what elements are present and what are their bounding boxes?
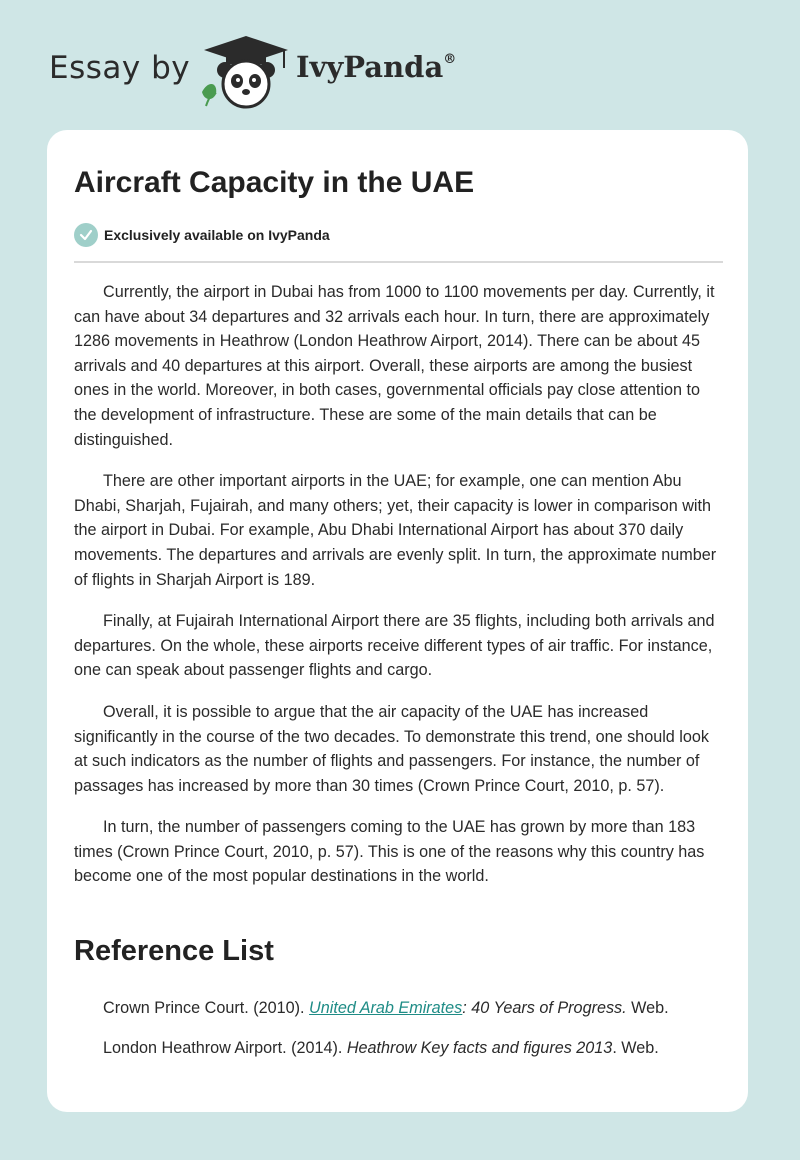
exclusive-label: Exclusively available on IvyPanda <box>104 227 330 243</box>
check-icon <box>74 223 98 247</box>
essay-by-label: Essay by <box>49 50 191 86</box>
registered-mark: ® <box>443 52 457 67</box>
reference-title: Heathrow Key facts and figures 2013 <box>346 1039 613 1057</box>
paragraph: Currently, the airport in Dubai has from 1000 to 1100 movements per day. Currently, it can have about 34 departures and 32 arrivals each hour. In turn, there are approximately 1286 movements in Heathrow (London Heathrow Airport, 2014). There can be about 45 arrivals and 40 departures at this airport. Overall, these airports are among the busiest ones in the world. Moreover, in both cases, governmental officials pay close attention to the development of infrastructure. These are some of the main details that can be distinguished. <box>74 283 715 449</box>
reference-author: Crown Prince Court. (2010). <box>103 999 310 1017</box>
reference-suffix: Web. <box>626 999 669 1017</box>
reference-list <box>103 996 723 1076</box>
reference-title: : 40 Years of Progress. <box>462 999 627 1017</box>
paragraph: In turn, the number of passengers coming to the UAE has grown by more than 183 times (Crown Prince Court, 2010, p. 57). This is one of the reasons why this country has become one of the most popular destinations in the world. <box>74 818 705 886</box>
exclusive-badge <box>74 222 330 248</box>
reference-author: London Heathrow Airport. (2014). <box>103 1039 347 1057</box>
paragraph: Finally, at Fujairah International Airport there are 35 flights, including both arrivals and departures. On the whole, these airports receive different types of air traffic. For instance, one can speak about passenger flights and cargo. <box>74 612 715 680</box>
essay-card <box>47 130 748 1112</box>
divider <box>74 261 723 263</box>
reference-item <box>103 1036 723 1060</box>
brand-name-text: IvyPanda <box>296 50 444 84</box>
reference-suffix: . Web. <box>612 1039 659 1057</box>
page-title: Aircraft Capacity in the UAE <box>74 166 475 199</box>
reference-list-heading: Reference List <box>74 935 274 967</box>
site-header <box>0 0 800 128</box>
reference-link[interactable]: United Arab Emirates <box>309 999 463 1017</box>
brand-name[interactable] <box>296 50 456 84</box>
paragraph: There are other important airports in the UAE; for example, one can mention Abu Dhabi, Sharjah, Fujairah, and many others; yet, their capacity is lower in comparison with the airport in Dubai. For example, Abu Dhabi International Airport has about 370 daily movements. The departures and arrivals are evenly split. In turn, the approximate number of flights in Sharjah Airport is 189. <box>74 472 717 589</box>
paragraph: Overall, it is possible to argue that the air capacity of the UAE has increased significantly in the course of the two decades. To demonstrate this trend, one should look at such indicators as the number of flights and passengers. For instance, the number of passages has increased by more than 30 times (Crown Prince Court, 2010, p. 57). <box>74 702 709 795</box>
panda-graduate-logo-icon[interactable] <box>200 34 292 110</box>
reference-item <box>103 996 723 1020</box>
essay-body <box>74 280 726 906</box>
